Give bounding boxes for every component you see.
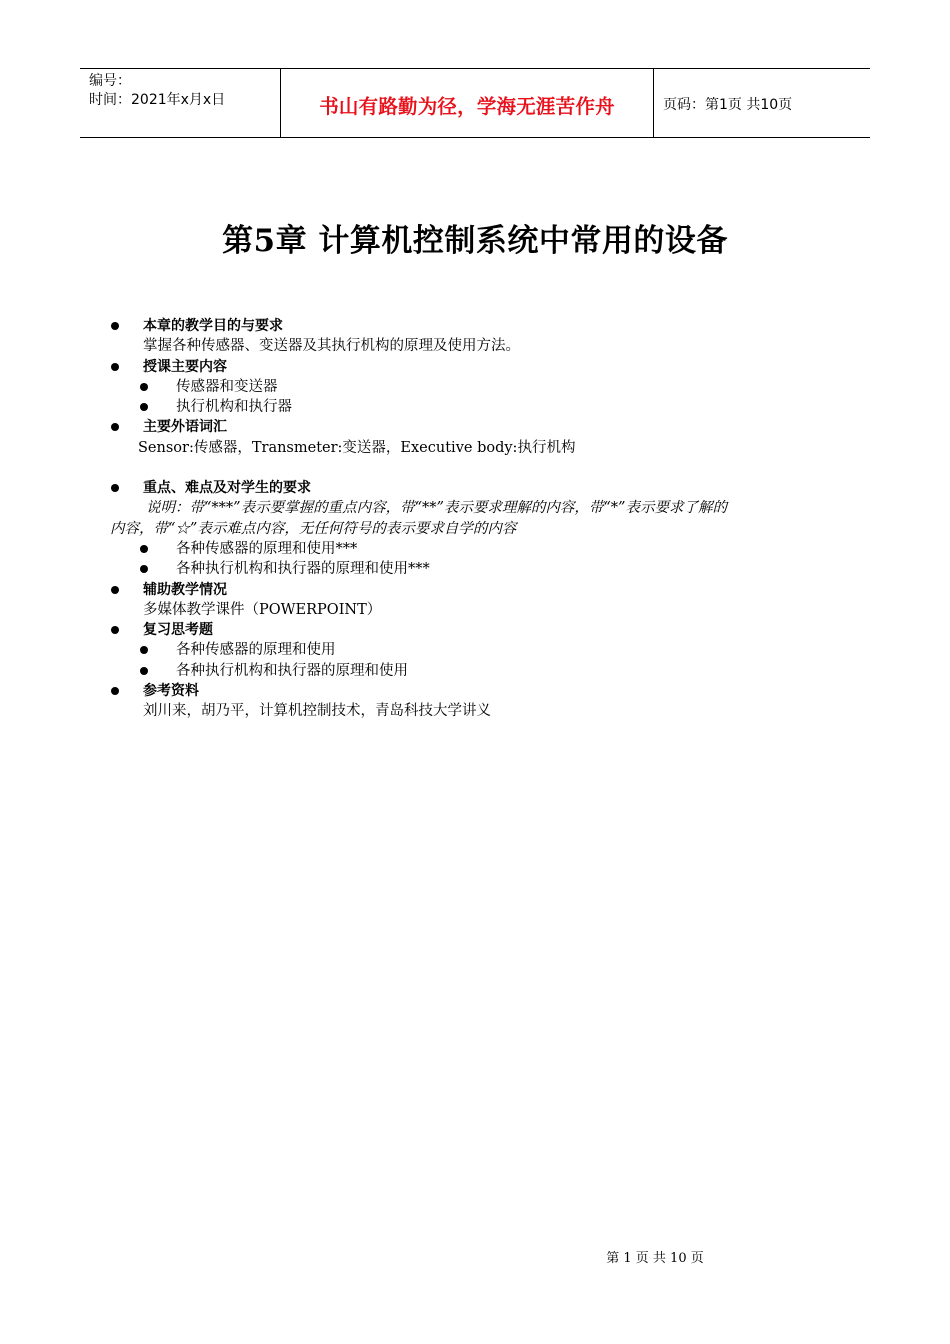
list-item: 各种传感器的原理和使用*** xyxy=(110,539,850,559)
section-heading: 本章的教学目的与要求 xyxy=(143,318,283,334)
header-meta xyxy=(80,69,281,137)
number-label: 编号： xyxy=(89,73,131,89)
bullet-icon xyxy=(111,626,119,634)
header-page-info xyxy=(654,69,870,137)
note-line: 说明：带“***”表示要掌握的重点内容，带“**”表示要求理解的内容，带“*”表示要求了解的 xyxy=(146,500,727,517)
section-key xyxy=(110,478,850,498)
section-text: 掌握各种传感器、变送器及其执行机构的原理及使用方法。 xyxy=(143,338,520,355)
bullet-icon xyxy=(111,322,119,330)
list-item: 各种传感器的原理和使用 xyxy=(110,640,850,660)
bullet-icon xyxy=(140,545,148,553)
bullet-icon xyxy=(111,687,119,695)
list-item: 传感器和变送器 xyxy=(110,377,850,397)
bullet-icon xyxy=(111,423,119,431)
section-text: 刘川来，胡乃平，计算机控制技术，青岛科技大学讲义 xyxy=(143,703,491,720)
bullet-icon xyxy=(111,586,119,594)
header-motto-cell xyxy=(281,69,654,137)
section-text: 多媒体教学课件（POWERPOINT） xyxy=(143,601,382,618)
section-text: Sensor:传感器，Transmeter:变送器，Executive body:执行机构 xyxy=(138,439,576,456)
chapter-title: 第5章 计算机控制系统中常用的设备 xyxy=(222,223,728,259)
section-heading: 重点、难点及对学生的要求 xyxy=(143,480,311,497)
bullet-icon xyxy=(140,565,148,573)
bullet-icon xyxy=(140,646,148,654)
bullet-icon xyxy=(140,403,148,411)
section-vocab xyxy=(110,417,850,437)
section-refs xyxy=(110,681,850,701)
bullet-icon xyxy=(111,363,119,371)
bullet-icon xyxy=(111,484,119,492)
section-heading: 辅助教学情况 xyxy=(143,581,227,598)
section-heading: 复习思考题 xyxy=(143,622,213,639)
motto-text: 书山有路勤为径，学海无涯苦作舟 xyxy=(319,95,615,118)
list-item: 执行机构和执行器 xyxy=(110,397,850,417)
section-review xyxy=(110,620,850,640)
time-label: 时间：2021年x月x日 xyxy=(89,92,226,108)
page-header xyxy=(80,68,870,138)
section-heading: 参考资料 xyxy=(143,683,199,700)
section-content xyxy=(110,357,850,377)
section-heading: 主要外语词汇 xyxy=(143,419,227,436)
chapter-content xyxy=(110,316,850,722)
note-line: 内容，带“☆”表示难点内容，无任何符号的表示要求自学的内容 xyxy=(110,520,517,537)
section-aids xyxy=(110,580,850,600)
bullet-icon xyxy=(140,667,148,675)
page-footer: 第 1 页 共 10 页 xyxy=(606,1251,704,1266)
section-goal xyxy=(110,316,850,336)
list-item: 各种执行机构和执行器的原理和使用 xyxy=(110,661,850,681)
page-info-text: 页码：第1页 共10页 xyxy=(663,97,793,113)
list-item: 各种执行机构和执行器的原理和使用*** xyxy=(110,559,850,579)
bullet-icon xyxy=(140,383,148,391)
section-heading: 授课主要内容 xyxy=(143,358,227,375)
